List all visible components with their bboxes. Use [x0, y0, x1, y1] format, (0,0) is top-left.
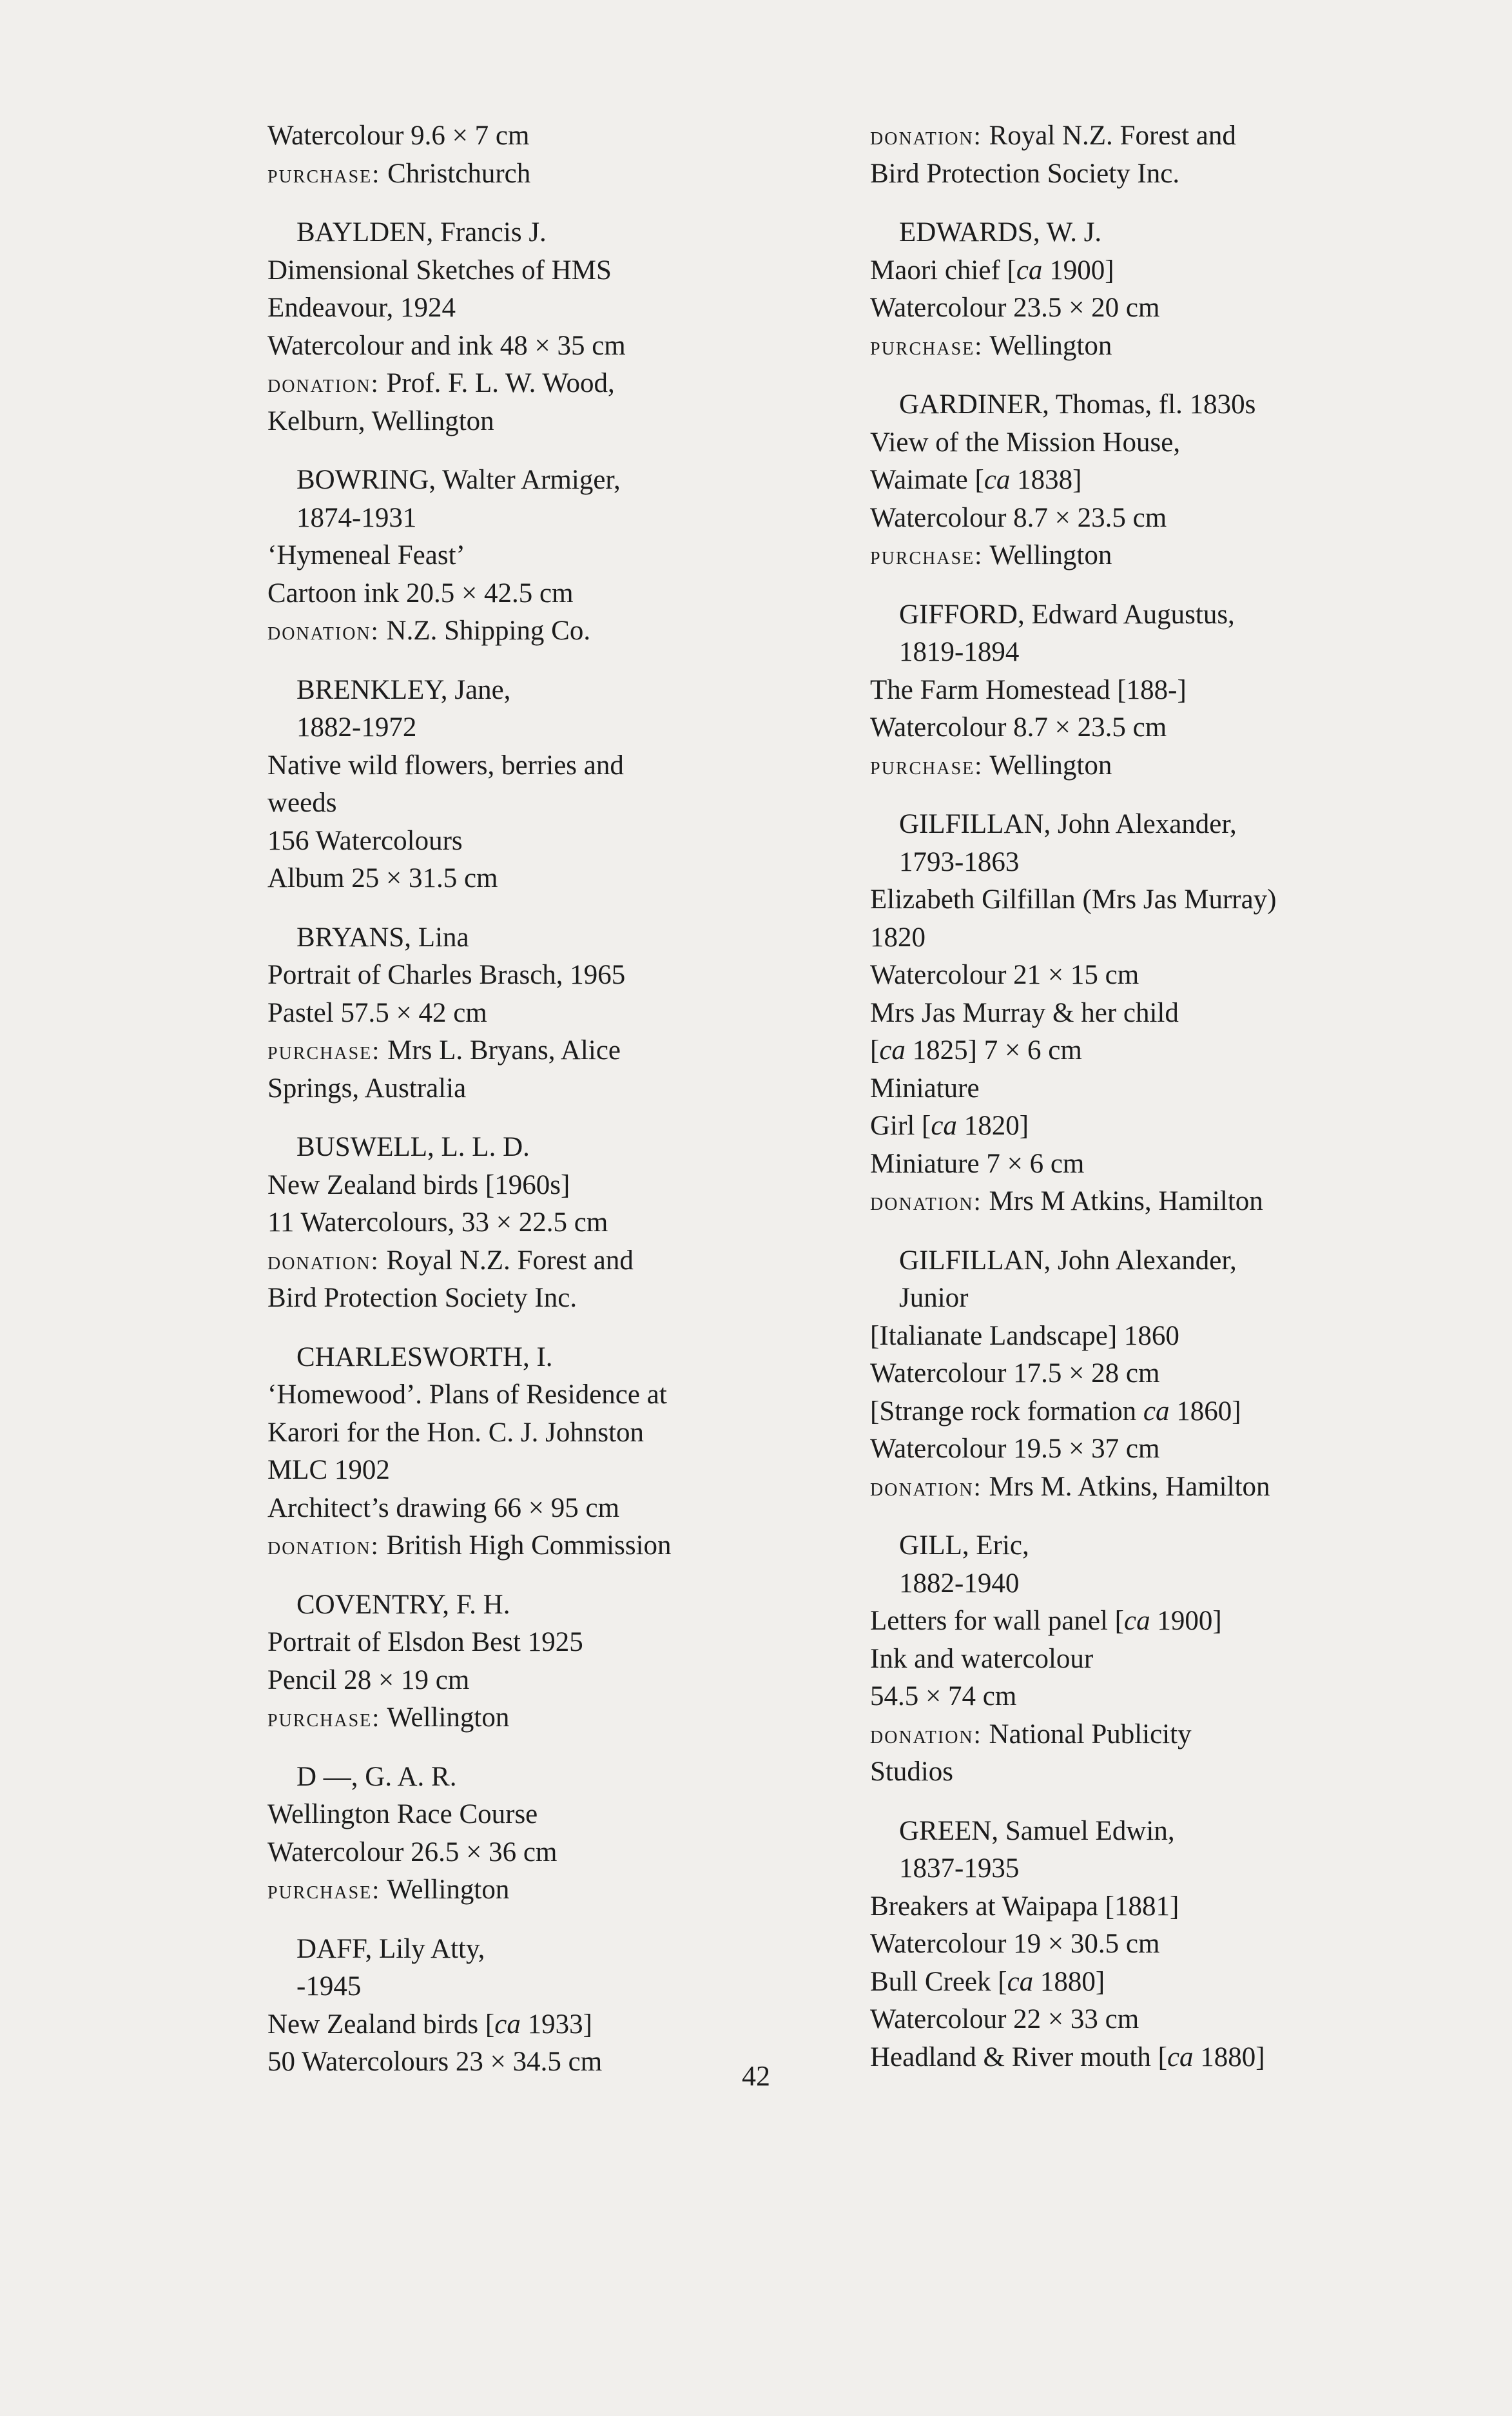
artist-dates	[267, 500, 783, 538]
line-text: Watercolour 19 × 30.5 cm	[870, 1929, 1160, 1959]
provenance-label: donation:	[870, 1719, 982, 1749]
line-text: Watercolour 19.5 × 37 cm	[870, 1434, 1160, 1464]
line-text: BOWRING, Walter Armiger,	[296, 465, 621, 495]
provenance-line	[870, 1716, 1386, 1754]
artist-heading	[870, 1527, 1386, 1565]
line-text: [ca 1825] 7 × 6 cm	[870, 1035, 1082, 1066]
line-text: Watercolour 9.6 × 7 cm	[267, 121, 530, 151]
line-text: Mrs M Atkins, Hamilton	[989, 1186, 1263, 1216]
provenance-label: donation:	[267, 616, 380, 645]
line-text: New Zealand birds [1960s]	[267, 1169, 570, 1200]
line-text: CHARLESWORTH, I.	[296, 1341, 553, 1372]
line-text: Watercolour 8.7 × 23.5 cm	[870, 502, 1167, 533]
line-text: Kelburn, Wellington	[267, 405, 494, 436]
entry-line	[870, 155, 1386, 193]
provenance-line	[267, 1699, 783, 1737]
catalogue-entry	[870, 117, 1386, 193]
line-text: Junior	[899, 1283, 969, 1313]
entry-line	[870, 289, 1386, 327]
line-text: [Strange rock formation ca 1860]	[870, 1396, 1241, 1427]
catalogue-entry	[267, 1339, 783, 1565]
entry-line	[870, 919, 1386, 957]
line-text: 156 Watercolours	[267, 825, 463, 856]
entry-line	[267, 327, 783, 365]
line-text: Album 25 × 31.5 cm	[267, 863, 498, 893]
line-text: Springs, Australia	[267, 1073, 467, 1104]
line-text: BAYLDEN, Francis J.	[296, 217, 547, 248]
line-text: Ink and watercolour	[870, 1643, 1094, 1674]
entry-line	[267, 860, 783, 898]
artist-heading	[870, 1813, 1386, 1851]
line-text: Portrait of Charles Brasch, 1965	[267, 960, 626, 990]
line-text: 1837-1935	[899, 1853, 1020, 1884]
line-text: Miniature	[870, 1073, 980, 1104]
line-text: Elizabeth Gilfillan (Mrs Jas Murray)	[870, 884, 1277, 915]
catalogue-entry	[267, 919, 783, 1108]
line-text: [Italianate Landscape] 1860	[870, 1320, 1179, 1351]
provenance-label: purchase:	[870, 750, 984, 780]
line-text: 1882-1972	[296, 712, 417, 743]
line-text: Royal N.Z. Forest and	[989, 121, 1236, 151]
line-text: -1945	[296, 1971, 362, 2002]
line-text: GARDINER, Thomas, fl. 1830s	[899, 389, 1256, 420]
provenance-label: purchase:	[267, 159, 381, 188]
line-text: Miniature 7 × 6 cm	[870, 1148, 1085, 1179]
line-text: New Zealand birds [ca 1933]	[267, 2009, 592, 2040]
entry-line	[870, 1641, 1386, 1679]
provenance-label: donation:	[267, 1245, 380, 1275]
line-text: Karori for the Hon. C. J. Johnston	[267, 1417, 645, 1448]
line-text: GIFFORD, Edward Augustus,	[899, 599, 1235, 630]
provenance-line	[870, 537, 1386, 575]
artist-heading	[267, 1758, 783, 1797]
entry-line	[870, 1393, 1386, 1431]
entry-line	[267, 117, 783, 155]
entry-line	[870, 1145, 1386, 1184]
entry-line	[870, 1925, 1386, 1963]
entry-line	[267, 784, 783, 823]
line-text: Watercolour 23.5 × 20 cm	[870, 293, 1160, 323]
line-text: Wellington	[387, 1875, 510, 1905]
line-text: Pencil 28 × 19 cm	[267, 1664, 470, 1695]
line-text: 11 Watercolours, 33 × 22.5 cm	[267, 1207, 608, 1238]
artist-dates	[870, 634, 1386, 672]
artist-dates	[267, 1968, 783, 2006]
provenance-line	[267, 1242, 783, 1280]
entry-line	[267, 1167, 783, 1205]
artist-dates	[870, 844, 1386, 882]
entry-line	[870, 995, 1386, 1033]
artist-heading	[870, 806, 1386, 844]
entry-line	[870, 1753, 1386, 1791]
line-text: GILFILLAN, John Alexander,	[899, 809, 1237, 839]
line-text: GILL, Eric,	[899, 1530, 1029, 1561]
entry-line	[267, 289, 783, 327]
entry-line	[267, 252, 783, 290]
line-text: Bull Creek [ca 1880]	[870, 1966, 1105, 1997]
line-text: Prof. F. L. W. Wood,	[386, 368, 615, 398]
line-text: BUSWELL, L. L. D.	[296, 1132, 530, 1162]
entry-line	[870, 1032, 1386, 1070]
line-text: Architect’s drawing 66 × 95 cm	[267, 1492, 620, 1523]
provenance-line	[267, 155, 783, 193]
line-text: 1874-1931	[296, 502, 417, 533]
provenance-line	[267, 1032, 783, 1070]
line-text: 1793-1863	[899, 846, 1020, 877]
line-text: Royal N.Z. Forest and	[386, 1245, 634, 1276]
catalogue-entry	[267, 672, 783, 898]
artist-heading	[267, 1129, 783, 1167]
line-text: Pastel 57.5 × 42 cm	[267, 997, 487, 1028]
provenance-line	[267, 1871, 783, 1909]
entry-line	[267, 995, 783, 1033]
line-text: Watercolour and ink 48 × 35 cm	[267, 330, 626, 361]
entry-line	[267, 1070, 783, 1108]
line-text: Girl [ca 1820]	[870, 1111, 1029, 1141]
line-text: EDWARDS, W. J.	[899, 217, 1102, 248]
entry-line	[870, 424, 1386, 462]
line-text: British High Commission	[386, 1530, 672, 1561]
artist-heading	[267, 672, 783, 710]
line-text: National Publicity	[989, 1719, 1192, 1749]
provenance-line	[267, 1527, 783, 1565]
line-text: The Farm Homestead [188-]	[870, 674, 1187, 705]
provenance-line	[267, 365, 783, 403]
entry-line	[267, 2006, 783, 2044]
line-text: Bird Protection Society Inc.	[267, 1283, 577, 1313]
line-text: Native wild flowers, berries and	[267, 750, 624, 781]
page-number: 42	[742, 2060, 770, 2092]
artist-heading	[267, 1586, 783, 1624]
line-text: Headland & River mouth [ca 1880]	[870, 2041, 1265, 2072]
catalogue-entry	[870, 386, 1386, 575]
entry-line	[267, 403, 783, 441]
provenance-label: purchase:	[870, 541, 984, 570]
line-text: weeds	[267, 788, 337, 818]
entry-line	[267, 957, 783, 995]
line-text: GILFILLAN, John Alexander,	[899, 1245, 1237, 1276]
line-text: Bird Protection Society Inc.	[870, 158, 1180, 189]
artist-heading	[870, 1242, 1386, 1280]
artist-heading	[870, 596, 1386, 634]
line-text: N.Z. Shipping Co.	[386, 616, 591, 646]
entry-line	[870, 1070, 1386, 1108]
entry-line	[267, 1490, 783, 1528]
catalogue-entry	[267, 117, 783, 193]
line-text: Dimensional Sketches of HMS	[267, 255, 612, 286]
entry-line	[870, 1963, 1386, 2002]
line-text: ‘Homewood’. Plans of Residence at	[267, 1379, 667, 1410]
line-text: Mrs Jas Murray & her child	[870, 997, 1179, 1028]
entry-line	[870, 1318, 1386, 1356]
line-text: Wellington	[989, 540, 1112, 570]
line-text: Wellington Race Course	[267, 1799, 538, 1829]
entry-line	[267, 1280, 783, 1318]
provenance-label: donation:	[870, 1187, 982, 1216]
line-text: COVENTRY, F. H.	[296, 1589, 510, 1620]
entry-line	[870, 957, 1386, 995]
entry-line	[267, 1624, 783, 1662]
entry-line	[267, 1452, 783, 1490]
line-text: BRENKLEY, Jane,	[296, 674, 511, 705]
line-text: MLC 1902	[267, 1455, 390, 1485]
provenance-line	[870, 1183, 1386, 1221]
provenance-label: donation:	[267, 1531, 380, 1560]
artist-heading	[870, 214, 1386, 252]
catalogue-entry	[267, 214, 783, 440]
catalogue-entry	[870, 596, 1386, 785]
entry-line	[267, 1662, 783, 1700]
catalogue-entry	[870, 1813, 1386, 2077]
line-text: D —, G. A. R.	[296, 1761, 457, 1792]
entry-line	[267, 1834, 783, 1872]
entry-line	[870, 709, 1386, 747]
line-text: BRYANS, Lina	[296, 922, 469, 953]
entry-line	[267, 575, 783, 613]
provenance-label: donation:	[267, 369, 380, 398]
artist-heading	[267, 919, 783, 957]
provenance-label: purchase:	[267, 1036, 381, 1065]
entry-line	[870, 500, 1386, 538]
line-text: Watercolour 22 × 33 cm	[870, 2004, 1139, 2034]
line-text: Watercolour 26.5 × 36 cm	[267, 1836, 557, 1867]
entry-line	[267, 1376, 783, 1414]
line-text: Watercolour 17.5 × 28 cm	[870, 1358, 1160, 1388]
provenance-line	[870, 747, 1386, 785]
artist-heading	[267, 462, 783, 500]
entry-line	[267, 1796, 783, 1834]
entry-line	[267, 823, 783, 861]
catalogue-entry	[267, 1129, 783, 1318]
line-text: 1882-1940	[899, 1568, 1020, 1599]
line-text: Mrs M. Atkins, Hamilton	[989, 1471, 1270, 1502]
entry-line	[870, 1603, 1386, 1641]
line-text: Mrs L. Bryans, Alice	[387, 1035, 621, 1066]
line-text: Breakers at Waipapa [1881]	[870, 1891, 1179, 1922]
artist-heading	[267, 214, 783, 252]
entry-line	[870, 252, 1386, 290]
entry-line	[870, 1355, 1386, 1393]
line-text: Christchurch	[387, 158, 531, 189]
provenance-label: purchase:	[267, 1703, 381, 1732]
line-text: Watercolour 21 × 15 cm	[870, 960, 1139, 990]
catalogue-entry	[870, 1527, 1386, 1791]
entry-line	[870, 1107, 1386, 1145]
line-text: 50 Watercolours 23 × 34.5 cm	[267, 2047, 603, 2077]
entry-line	[267, 1204, 783, 1242]
entry-line	[870, 1430, 1386, 1468]
artist-dates	[267, 709, 783, 747]
line-text: 1819-1894	[899, 637, 1020, 667]
artist-dates	[870, 1850, 1386, 1888]
entry-line	[870, 2001, 1386, 2039]
entry-line	[870, 462, 1386, 500]
entry-line	[870, 1888, 1386, 1926]
line-text: Portrait of Elsdon Best 1925	[267, 1627, 583, 1657]
entry-line	[870, 881, 1386, 919]
left-column	[267, 117, 783, 2081]
line-text: 1820	[870, 922, 926, 953]
catalogue-entry	[870, 806, 1386, 1221]
line-text: Wellington	[989, 330, 1112, 361]
provenance-line	[870, 117, 1386, 155]
provenance-label: donation:	[870, 121, 982, 150]
line-text: ‘Hymeneal Feast’	[267, 540, 465, 570]
entry-line	[267, 1414, 783, 1452]
line-text: Waimate [ca 1838]	[870, 465, 1082, 495]
entry-line	[267, 747, 783, 785]
artist-heading	[267, 1931, 783, 1969]
artist-heading	[267, 1339, 783, 1377]
line-text: 54.5 × 74 cm	[870, 1681, 1017, 1711]
line-text: Cartoon ink 20.5 × 42.5 cm	[267, 578, 574, 609]
catalogue-entry	[267, 462, 783, 650]
line-text: Letters for wall panel [ca 1900]	[870, 1606, 1222, 1636]
line-text: Studios	[870, 1757, 954, 1787]
catalogue-entry	[267, 1758, 783, 1909]
catalogue-entry	[267, 1586, 783, 1737]
provenance-label: donation:	[870, 1472, 982, 1501]
artist-dates	[870, 1280, 1386, 1318]
provenance-line	[267, 612, 783, 650]
right-column	[870, 117, 1386, 2076]
entry-line	[870, 672, 1386, 710]
provenance-line	[870, 1468, 1386, 1506]
line-text: Endeavour, 1924	[267, 293, 456, 323]
line-text: Maori chief [ca 1900]	[870, 255, 1114, 286]
provenance-label: purchase:	[267, 1875, 381, 1904]
entry-line	[267, 537, 783, 575]
artist-heading	[870, 386, 1386, 424]
catalogue-entry	[870, 1242, 1386, 1506]
provenance-line	[870, 327, 1386, 365]
line-text: Wellington	[387, 1702, 510, 1733]
line-text: Wellington	[989, 750, 1112, 781]
artist-dates	[870, 1565, 1386, 1603]
line-text: Watercolour 8.7 × 23.5 cm	[870, 712, 1167, 743]
entry-line	[870, 1678, 1386, 1716]
line-text: GREEN, Samuel Edwin,	[899, 1815, 1175, 1846]
catalogue-entry	[870, 214, 1386, 365]
line-text: DAFF, Lily Atty,	[296, 1933, 485, 1964]
line-text: View of the Mission House,	[870, 427, 1181, 458]
provenance-label: purchase:	[870, 331, 984, 360]
